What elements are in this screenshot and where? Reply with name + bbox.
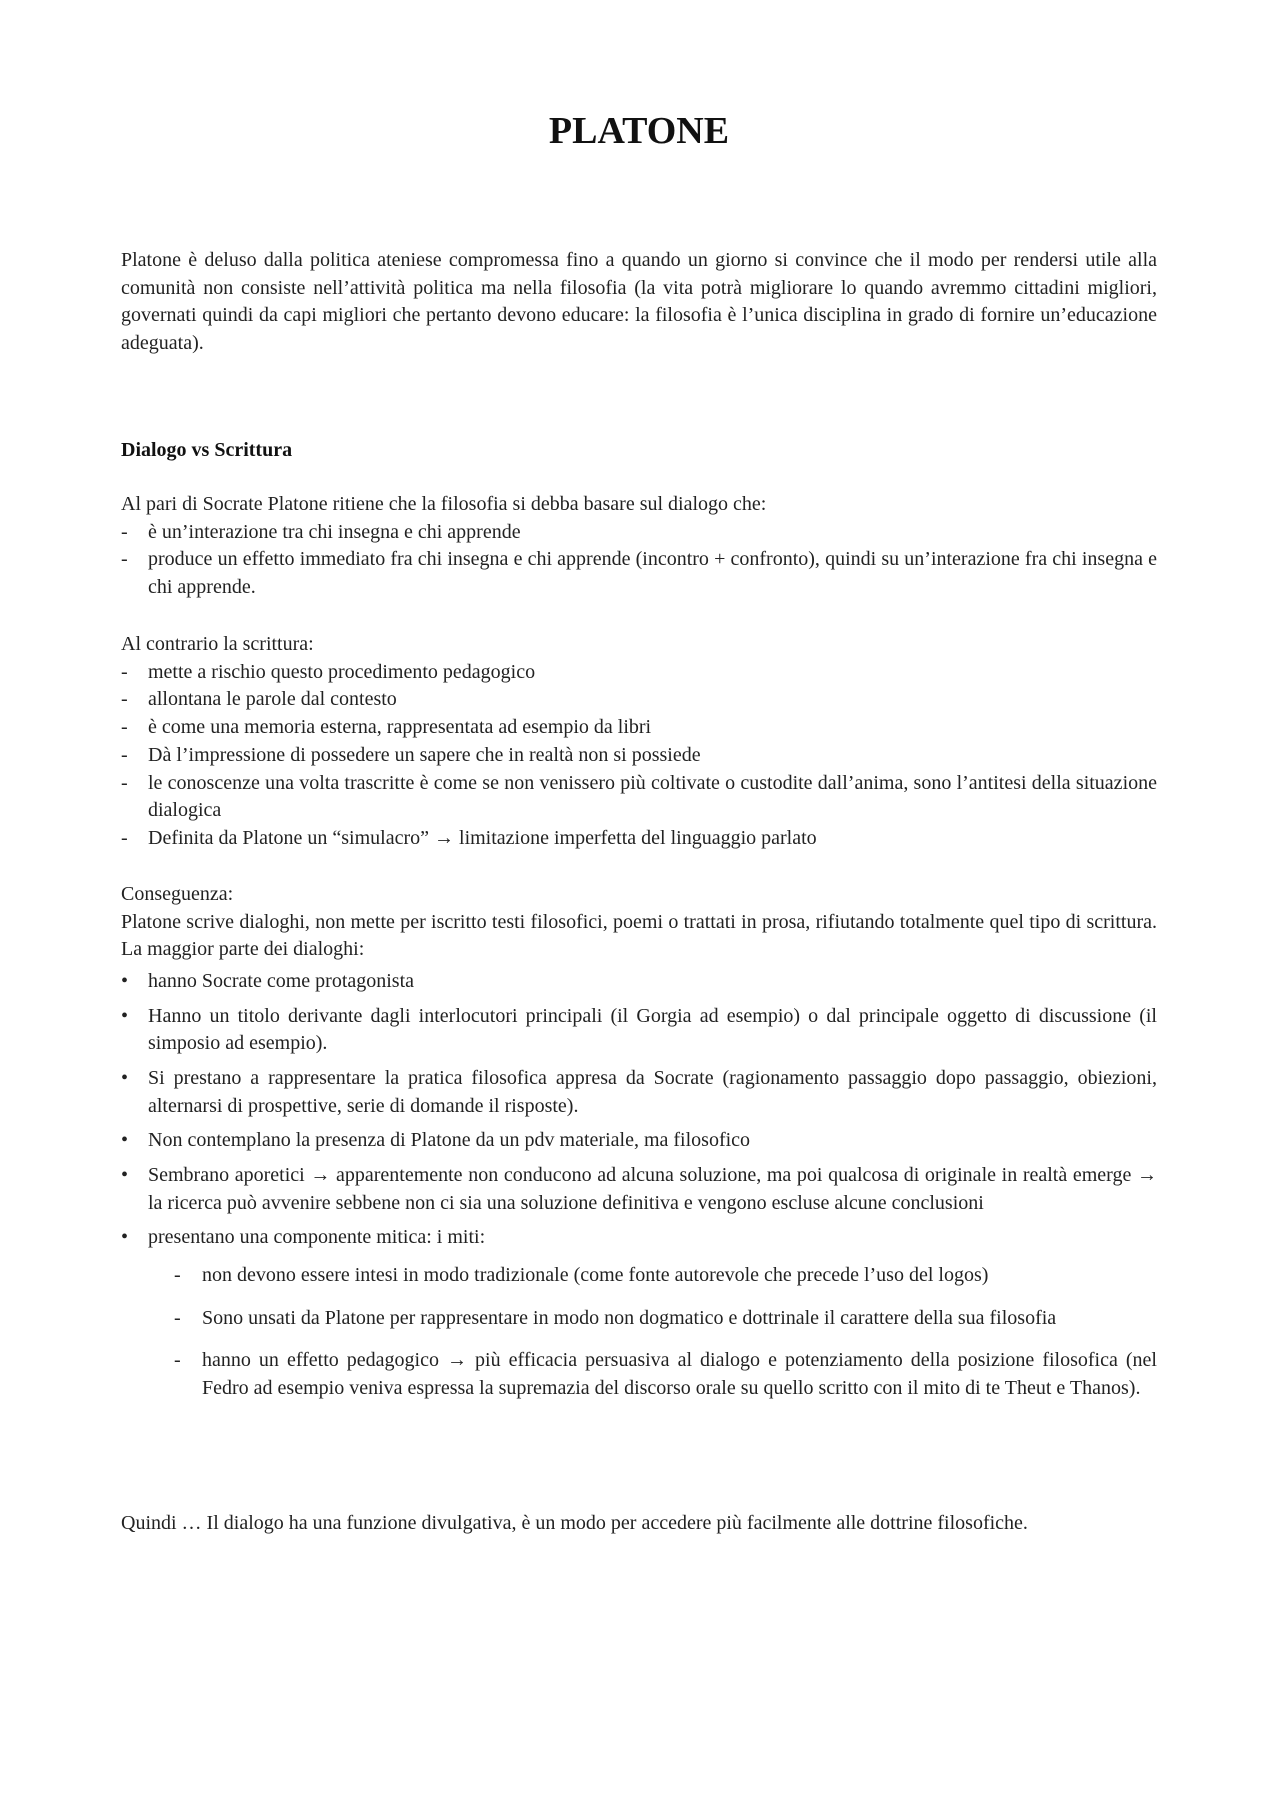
sub-item — [174, 1262, 1157, 1290]
dash-marker: - — [121, 826, 128, 849]
item-text: non devono essere intesi in modo tradizionale (come fonte autorevole che precede l’uso del logos) — [202, 1263, 989, 1286]
bullet-item — [121, 968, 1157, 996]
bullet-item — [121, 1162, 1157, 1217]
bullet-marker: • — [121, 1004, 129, 1027]
conseguenza-section — [121, 881, 1157, 1403]
intro-paragraph: Platone è deluso dalla politica ateniese compromessa fino a quando un giorno si convince che il modo per rendersi utile alla comunità non consiste nell’attività politica ma nella filosofia (la vita potrà migliorare lo quando avremmo cittadini migliori, governati quindi da capi migliori che pertanto devono educare: la filosofia è l’unica disciplina in grado di fornire un’educazione adeguata). — [121, 249, 1157, 355]
bullet-item — [121, 1065, 1157, 1120]
item-text: Sono unsati da Platone per rappresentare in modo non dogmatico e dottrinale il carattere della sua filosofia — [202, 1306, 1057, 1329]
item-text: hanno un effetto pedagogico → più efficacia persuasiva al dialogo e potenziamento della posizione filosofica (nel Fedro ad esempio veniva espressa la supremazia del discorso orale su quello scritto con il mito di te Theut e Thanos). — [202, 1349, 1157, 1399]
bullet-marker: • — [121, 1067, 129, 1089]
dash-marker: - — [121, 660, 128, 683]
bullet-marker: • — [121, 970, 129, 993]
list-item — [121, 714, 1157, 742]
item-text: Hanno un titolo derivante dagli interlocutori principali (il Gorgia ad esempio) o dal principale oggetto di discussione (il simposio ad esempio). — [148, 1004, 1157, 1055]
item-text: Si prestano a rappresentare la pratica filosofica appresa da Socrate (ragionamento passaggio dopo passaggio, obiezioni, alternarsi di prospettive, serie di domande il risposte). — [148, 1067, 1157, 1117]
dash-marker: - — [121, 520, 128, 543]
item-text: Sembrano aporetici → apparentemente non conducono ad alcuna soluzione, ma poi qualcosa di originale in realtà emerge → la ricerca può avvenire sebbene non ci sia una soluzione definitiva e vengono escluse alcune conclusioni — [148, 1163, 1157, 1214]
conseguenza-text: Platone scrive dialoghi, non mette per iscritto testi filosofici, poemi o trattati in prosa, rifiutando totalmente quel tipo di scrittura. La maggior parte dei dialoghi: — [121, 910, 1157, 961]
dash-marker: - — [174, 1263, 181, 1286]
dash-marker: - — [121, 548, 128, 571]
list-item — [121, 519, 1157, 547]
dash-marker: - — [174, 1306, 181, 1329]
list-item — [121, 770, 1157, 825]
dialogo-lead: Al pari di Socrate Platone ritiene che la filosofia si debba basare sul dialogo che: — [121, 493, 767, 515]
list-item — [121, 546, 1157, 601]
dash-marker: - — [121, 771, 128, 794]
list-item — [121, 686, 1157, 714]
item-text: presentano una componente mitica: i miti: — [148, 1226, 486, 1249]
dash-marker: - — [174, 1349, 181, 1372]
dash-marker: - — [121, 716, 128, 739]
bullet-item — [121, 1127, 1157, 1155]
miti-list — [148, 1262, 1157, 1403]
bullet-item — [121, 1003, 1157, 1058]
item-text: Dà l’impressione di possedere un sapere che in realtà non si possiede — [148, 743, 701, 766]
scrittura-lead: Al contrario la scrittura: — [121, 633, 314, 655]
list-item — [121, 825, 1157, 853]
item-text: hanno Socrate come protagonista — [148, 970, 415, 993]
item-text: è un’interazione tra chi insegna e chi apprende — [148, 520, 521, 543]
sub-item — [174, 1347, 1157, 1402]
item-text: le conoscenze una volta trascritte è come se non venissero più coltivate o custodite dall’anima, sono l’antitesi della situazione dialogica — [148, 771, 1157, 822]
item-text: Non contemplano la presenza di Platone da un pdv materiale, ma filosofico — [148, 1129, 751, 1152]
section-heading: Dialogo vs Scrittura — [121, 439, 293, 461]
item-text: Definita da Platone un “simulacro” → limitazione imperfetta del linguaggio parlato — [148, 826, 817, 849]
list-item — [121, 742, 1157, 770]
dialogo-section — [121, 491, 1157, 602]
conclusion-paragraph: Quindi … Il dialogo ha una funzione divulgativa, è un modo per accedere più facilmente alle dottrine filosofiche. — [121, 1512, 1028, 1534]
bullet-marker: • — [121, 1129, 129, 1152]
page-title: PLATONE — [548, 110, 730, 152]
list-item — [121, 659, 1157, 687]
item-text: allontana le parole dal contesto — [148, 688, 397, 711]
bullet-marker: • — [121, 1163, 129, 1186]
bullet-item — [121, 1224, 1157, 1403]
item-text: è come una memoria esterna, rappresentata ad esempio da libri — [148, 716, 652, 739]
dash-marker: - — [121, 688, 128, 711]
conseguenza-label: Conseguenza: — [121, 883, 234, 905]
scrittura-section — [121, 631, 1157, 853]
item-text: mette a rischio questo procedimento pedagogico — [148, 660, 536, 683]
sub-item — [174, 1305, 1157, 1333]
bullet-marker: • — [121, 1226, 129, 1249]
item-text: produce un effetto immediato fra chi insegna e chi apprende (incontro + confronto), quindi su un’interazione fra chi insegna e chi apprende. — [148, 548, 1157, 599]
dash-marker: - — [121, 743, 128, 766]
